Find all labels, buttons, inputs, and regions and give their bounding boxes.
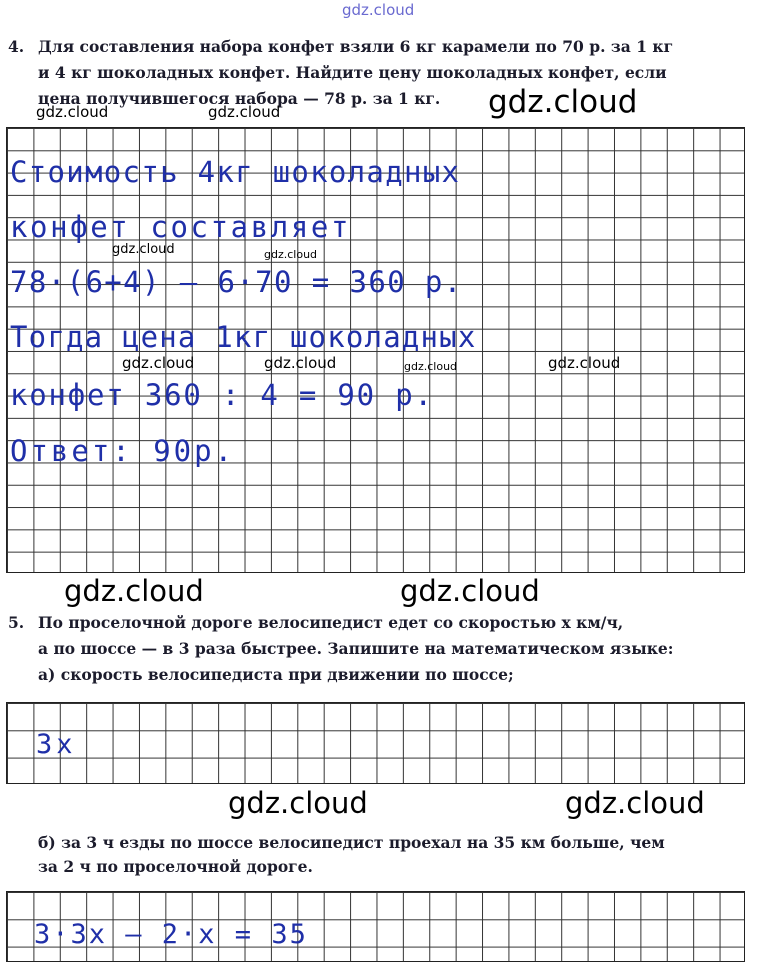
task4-number: 4. — [8, 37, 25, 56]
solution4-row1: Стоимость 4кг шоколадных — [10, 155, 461, 189]
task5-part-b-line1: б) за 3 ч езды по шоссе велосипедист проехал на 35 км больше, чем — [38, 833, 665, 852]
watermark-2: gdz.cloud — [36, 103, 109, 121]
solution4-row6: Ответ: 90р. — [10, 434, 236, 468]
watermark-13: gdz.cloud — [565, 786, 705, 820]
task5-part-a: а) скорость велосипедиста при движении по шоссе; — [38, 665, 514, 684]
watermark-12: gdz.cloud — [228, 786, 368, 820]
watermark-8: gdz.cloud — [404, 360, 458, 373]
watermark-9: gdz.cloud — [548, 354, 621, 372]
task5-line2: а по шоссе — в 3 раза быстрее. Запишите на математическом языке: — [38, 639, 674, 658]
task5-part-b-line2: за 2 ч по проселочной дороге. — [38, 857, 313, 876]
task4-line1: Для составления набора конфет взяли 6 кг карамели по 70 р. за 1 кг — [38, 37, 674, 56]
watermark-6: gdz.cloud — [122, 354, 195, 372]
solution4-row4: Тогда цена 1кг шоколадных — [10, 320, 477, 354]
solution4-row2: конфет составляет — [10, 210, 352, 244]
task4-line2: и 4 кг шоколадных конфет. Найдите цену шоколадных конфет, если — [38, 63, 667, 82]
answer-b: 3·3x – 2·x = 35 — [34, 919, 308, 950]
watermark-10: gdz.cloud — [64, 574, 204, 608]
solution4-row5: конфет 360 : 4 = 90 р. — [10, 378, 434, 412]
watermark-4: gdz.cloud — [112, 242, 175, 257]
task4-line3: цена получившегося набора — 78 р. за 1 кг. — [38, 89, 441, 108]
task5-line1: По проселочной дороге велосипедист едет со скоростью x км/ч, — [38, 613, 624, 632]
solution4-row3: 78·(6+4) – 6·70 = 360 р. — [10, 265, 463, 299]
watermark-3: gdz.cloud — [208, 103, 281, 121]
task5-number: 5. — [8, 613, 25, 632]
watermark-11: gdz.cloud — [400, 574, 540, 608]
watermark-5: gdz.cloud — [264, 248, 318, 261]
top-watermark: gdz.cloud — [342, 1, 415, 19]
answer-a: 3x — [36, 729, 77, 760]
watermark-7: gdz.cloud — [264, 354, 337, 372]
watermark-1: gdz.cloud — [488, 84, 638, 120]
answer-a-grid — [6, 702, 745, 784]
